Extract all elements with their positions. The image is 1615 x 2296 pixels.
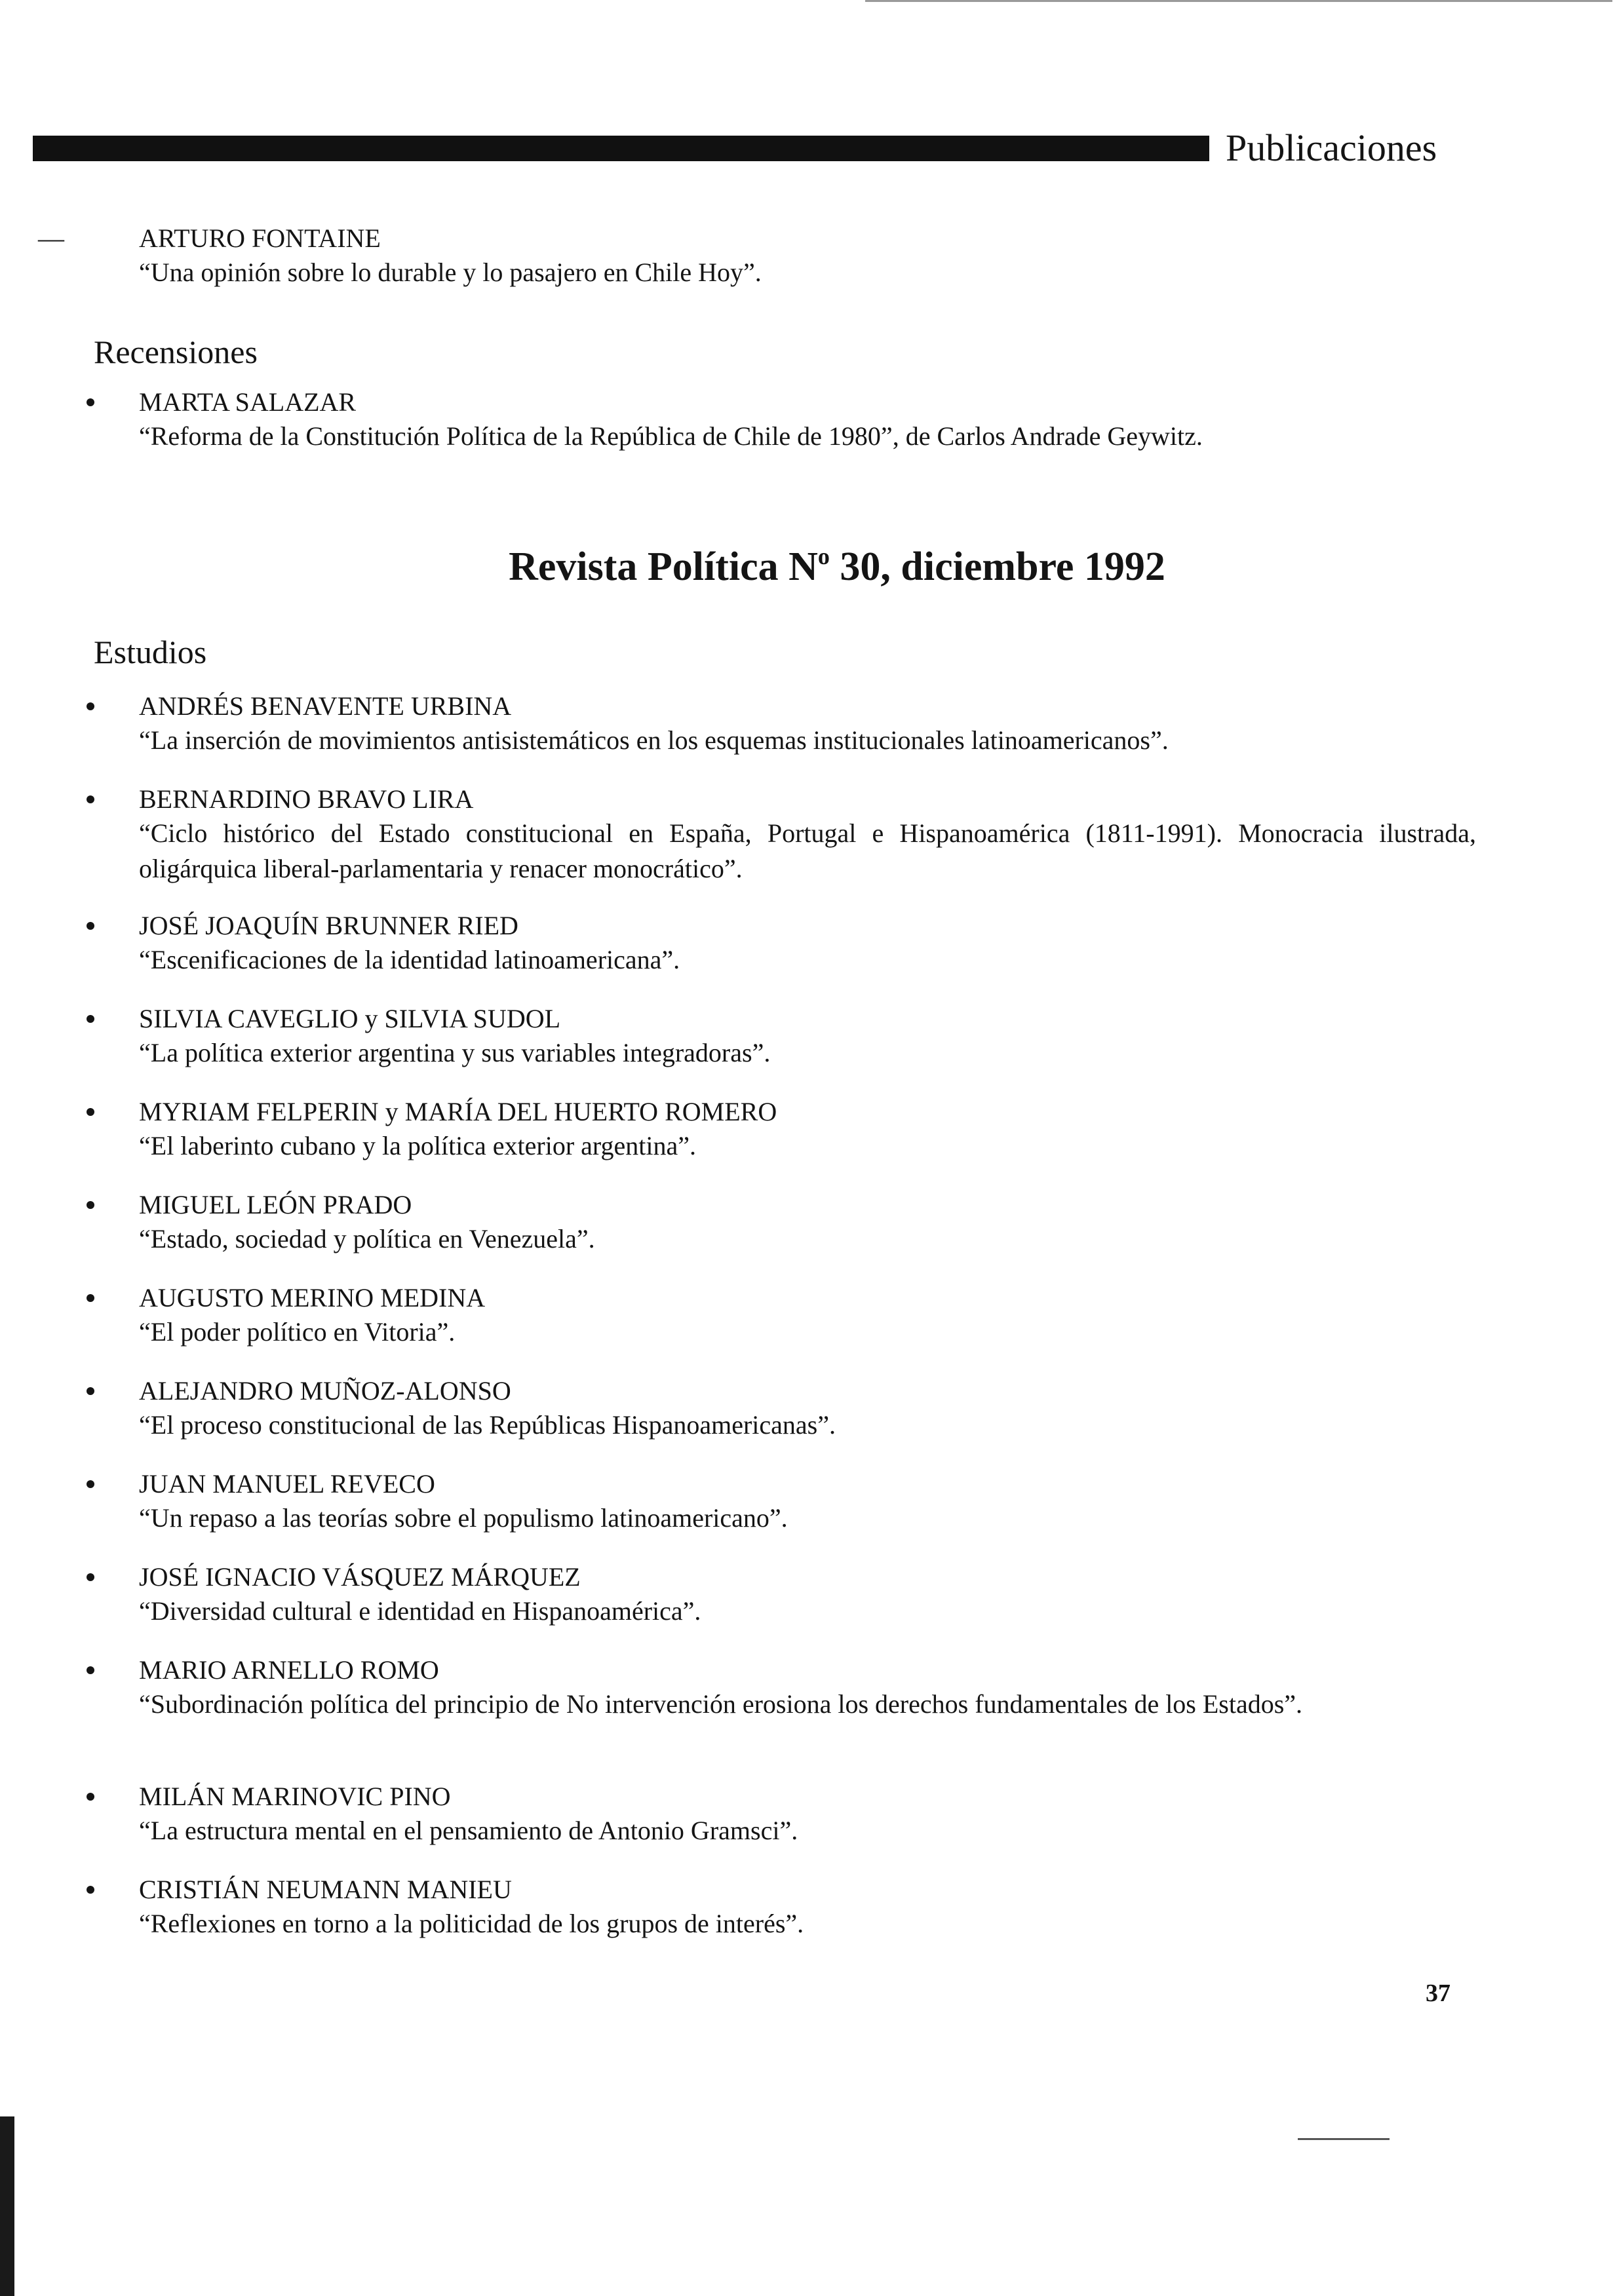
issue-title <box>0 528 1615 595</box>
entry-author: ALEJANDRO MUÑOZ-ALONSO <box>139 1376 511 1406</box>
entry-title: “Diversidad cultural e identidad en Hispanoamérica”. <box>139 1596 701 1626</box>
bullet-icon <box>87 702 94 710</box>
bullet-icon <box>87 1015 94 1023</box>
em-dash-icon: — <box>38 223 64 253</box>
entry-author: SILVIA CAVEGLIO y SILVIA SUDOL <box>139 1004 561 1033</box>
scan-edge-mark <box>0 2116 14 2296</box>
entry-author: ARTURO FONTAINE <box>139 223 381 253</box>
entry-author: MARTA SALAZAR <box>139 387 357 417</box>
entry-author: MILÁN MARINOVIC PINO <box>139 1782 451 1811</box>
bullet-icon <box>87 1201 94 1209</box>
bullet-icon <box>87 1108 94 1116</box>
bullet-icon <box>87 795 94 803</box>
header-rule <box>33 136 1209 161</box>
scan-edge-line <box>865 0 1612 2</box>
entry-author: MIGUEL LEÓN PRADO <box>139 1190 412 1219</box>
entry-author: JUAN MANUEL REVECO <box>139 1469 435 1499</box>
bullet-icon <box>87 1666 94 1674</box>
entry-title: “Un repaso a las teorías sobre el populismo latinoamericano”. <box>139 1503 788 1533</box>
issue-title-suffix: 30, diciembre 1992 <box>829 545 1165 589</box>
issue-title-prefix: Revista Política N <box>509 545 818 589</box>
entry-title: “El proceso constitucional de las Repúblicas Hispanoamericanas”. <box>139 1410 836 1440</box>
entry-title: “Estado, sociedad y política en Venezuela”. <box>139 1224 595 1253</box>
entry-title: “Subordinación política del principio de No intervención erosiona los derechos fundamentales de los Estados”. <box>139 1689 1303 1719</box>
bullet-icon <box>87 398 94 406</box>
entry-author: JOSÉ IGNACIO VÁSQUEZ MÁRQUEZ <box>139 1562 581 1592</box>
entry-title: “El poder político en Vitoria”. <box>139 1317 456 1347</box>
entry-title: “Ciclo histórico del Estado constitucional en España, Portugal e Hispanoamérica (1811-1991). Monocracia ilustrada, oligárquica liberal-parlamentaria y renacer monocrático”. <box>139 818 1476 883</box>
bullet-icon <box>87 1480 94 1488</box>
entry-title: “El laberinto cubano y la política exterior argentina”. <box>139 1131 697 1160</box>
entry-title: “La estructura mental en el pensamiento de Antonio Gramsci”. <box>139 1816 798 1845</box>
entry-author: MARIO ARNELLO ROMO <box>139 1655 439 1685</box>
scan-edge-line <box>1298 2138 1390 2140</box>
entry-author: JOSÉ JOAQUÍN BRUNNER RIED <box>139 911 518 940</box>
bullet-icon <box>87 1793 94 1801</box>
entry-author: AUGUSTO MERINO MEDINA <box>139 1283 486 1312</box>
entry-author: ANDRÉS BENAVENTE URBINA <box>139 691 512 721</box>
page-number: 37 <box>1426 1980 1450 2007</box>
entry-title: “Reflexiones en torno a la politicidad de los grupos de interés”. <box>139 1909 804 1938</box>
entry-title: “Reforma de la Constitución Política de la República de Chile de 1980”, de Carlos Andrade Geywitz. <box>139 421 1203 451</box>
entry-title: “Una opinión sobre lo durable y lo pasajero en Chile Hoy”. <box>139 258 762 287</box>
entry-title: “Escenificaciones de la identidad latinoamericana”. <box>139 945 680 974</box>
bullet-icon <box>87 1294 94 1302</box>
entry-author: CRISTIÁN NEUMANN MANIEU <box>139 1875 512 1904</box>
entry-title: “La política exterior argentina y sus variables integradoras”. <box>139 1038 771 1067</box>
bullet-icon <box>87 922 94 930</box>
bullet-icon <box>87 1886 94 1894</box>
issue-title-superscript: o <box>817 543 830 569</box>
entry-title: “La inserción de movimientos antisistemáticos en los esquemas institucionales latinoamericanos”. <box>139 725 1169 755</box>
recensiones-heading: Recensiones <box>94 334 258 370</box>
entry-author: MYRIAM FELPERIN y MARÍA DEL HUERTO ROMERO <box>139 1097 777 1126</box>
estudios-heading: Estudios <box>94 634 207 670</box>
bullet-icon <box>87 1387 94 1395</box>
bullet-icon <box>87 1573 94 1581</box>
section-label: Publicaciones <box>1226 126 1437 169</box>
entry-author: BERNARDINO BRAVO LIRA <box>139 784 474 814</box>
